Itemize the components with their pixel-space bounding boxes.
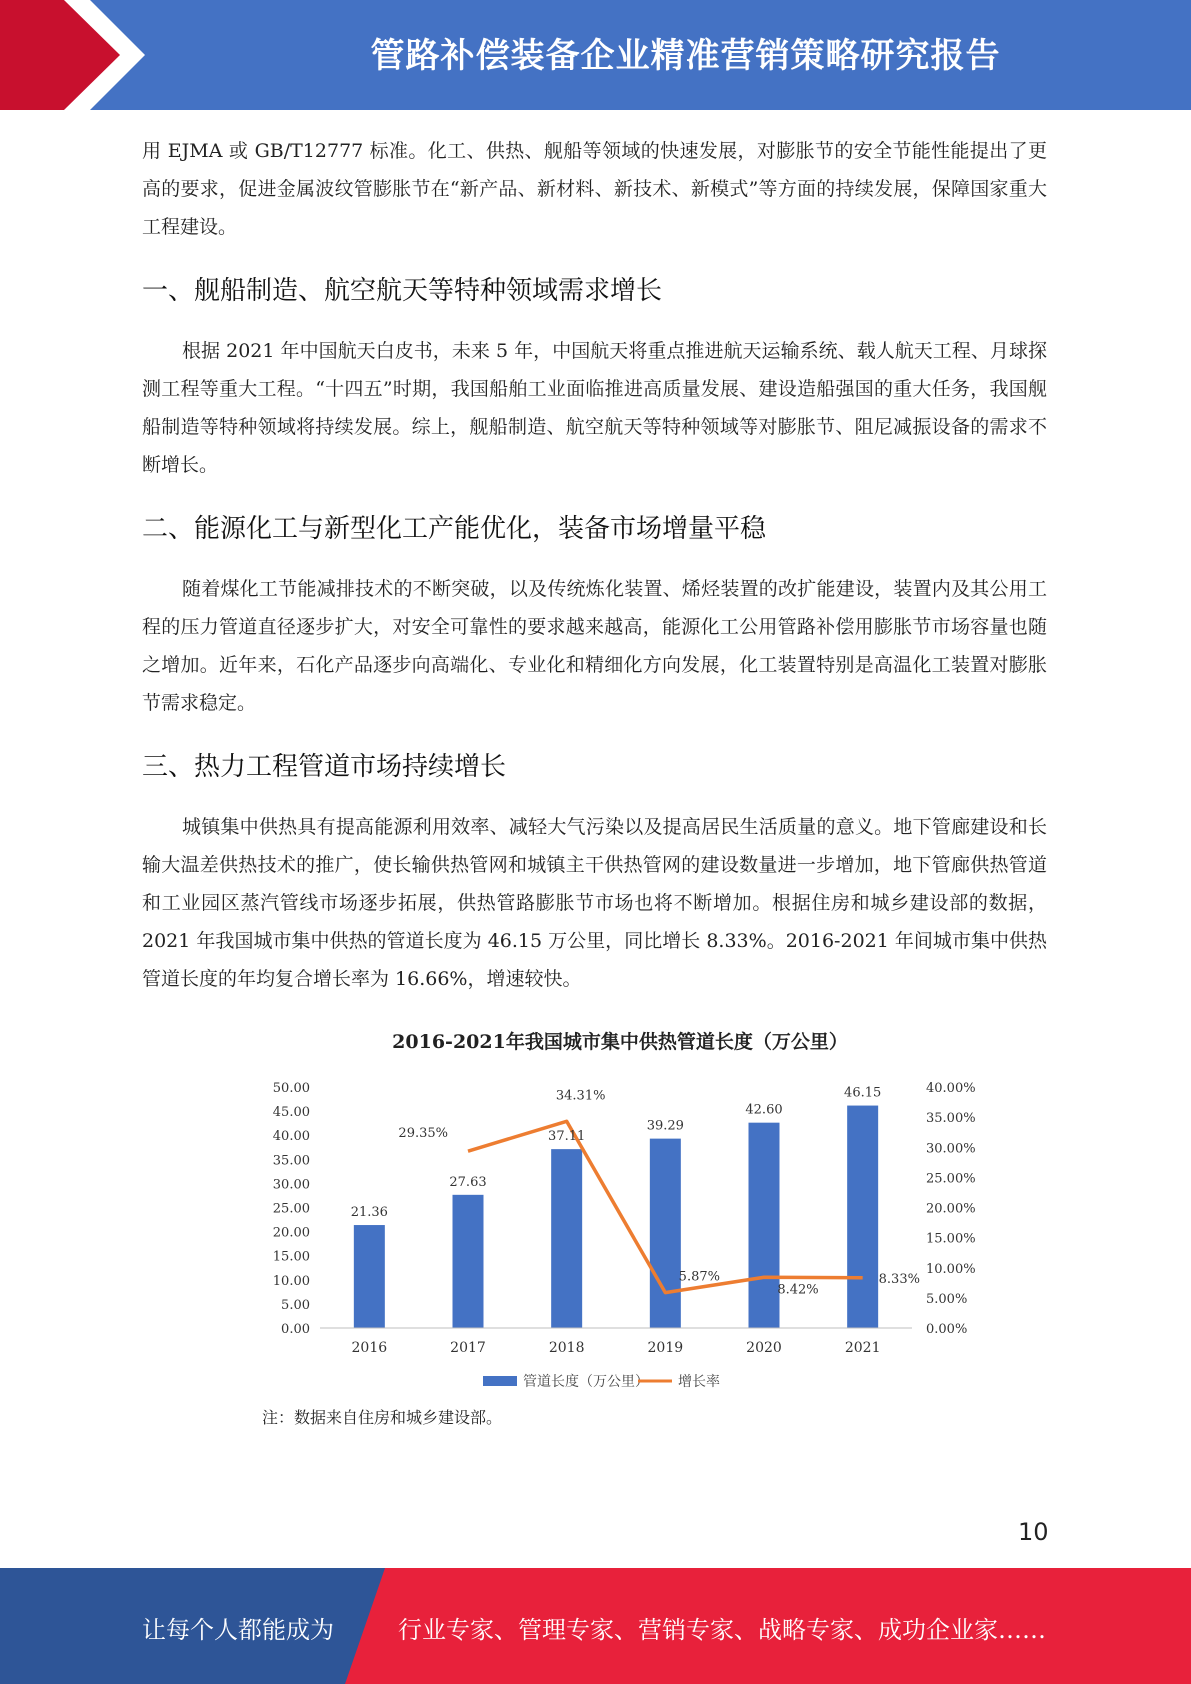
x-tick-label: 2021 xyxy=(844,1340,881,1356)
bar xyxy=(551,1149,582,1328)
bar-data-label: 21.36 xyxy=(350,1205,388,1221)
bar xyxy=(354,1225,385,1328)
y-left-tick-label: 45.00 xyxy=(272,1105,310,1121)
footer-slogan-left: 让每个人都能成为 xyxy=(142,1616,334,1644)
growth-rate-label: 5.87% xyxy=(678,1269,720,1285)
bar-data-label: 46.15 xyxy=(844,1085,882,1101)
y-right-tick-label: 35.00% xyxy=(926,1111,976,1127)
page-header xyxy=(0,0,1191,110)
y-right-tick-label: 15.00% xyxy=(926,1231,976,1247)
y-left-tick-label: 25.00 xyxy=(272,1201,310,1217)
growth-rate-label: 34.31% xyxy=(555,1088,606,1104)
header-chevron-decoration xyxy=(0,0,160,110)
y-right-tick-label: 40.00% xyxy=(926,1081,976,1096)
y-left-tick-label: 30.00 xyxy=(272,1177,310,1193)
x-tick-label: 2019 xyxy=(647,1340,684,1356)
y-right-tick-label: 5.00% xyxy=(926,1291,968,1307)
bar-data-label: 42.60 xyxy=(745,1102,783,1118)
x-tick-label: 2018 xyxy=(548,1340,585,1356)
page-number: 10 xyxy=(1018,1518,1049,1546)
bar-data-label: 39.29 xyxy=(646,1118,684,1134)
bar xyxy=(650,1139,681,1328)
x-tick-label: 2020 xyxy=(746,1340,782,1356)
growth-rate-label: 8.42% xyxy=(777,1282,819,1298)
y-left-tick-label: 35.00 xyxy=(272,1153,310,1169)
page-footer xyxy=(0,1568,1191,1684)
section-paragraph-3: 城镇集中供热具有提高能源利用效率、减轻大气污染以及提高居民生活质量的意义。地下管廊建设和长输大温差供热技术的推广，使长输供热管网和城镇主干供热管网的建设数量进一步增加，地下管廊供热管道和工业园区蒸汽管线市场逐步拓展，供热管路膨胀节市场也将不断增加。根据住房和城乡建设部的数据，2021 年我国城市集中供热的管道长度为 46.15 万公里，同比增长 8.33%。2016-2021 年间城市集中供热管道长度的年均复合增长率为 16.66%，增速较快。 xyxy=(142,816,1047,990)
x-tick-label: 2016 xyxy=(351,1340,388,1356)
chart-svg xyxy=(240,1025,1000,1445)
bar xyxy=(749,1123,780,1328)
section-heading-2: 二、能源化工与新型化工产能优化，装备市场增量平稳 xyxy=(142,514,767,544)
y-right-tick-label: 30.00% xyxy=(926,1141,976,1157)
y-left-tick-label: 0.00 xyxy=(281,1322,310,1337)
y-left-tick-label: 15.00 xyxy=(272,1249,310,1265)
bar-data-label: 37.11 xyxy=(548,1129,586,1145)
section-heading-3: 三、热力工程管道市场持续增长 xyxy=(142,752,507,782)
report-title: 管路补偿装备企业精准营销策略研究报告 xyxy=(370,36,1001,76)
page-content xyxy=(142,132,1047,998)
y-right-tick-label: 20.00% xyxy=(926,1201,976,1217)
heating-pipeline-chart xyxy=(240,1025,1000,1445)
legend-bar-label: 管道长度（万公里） xyxy=(523,1374,649,1390)
section-heading-1: 一、舰船制造、航空航天等特种领域需求增长 xyxy=(142,276,663,306)
chart-legend xyxy=(483,1373,720,1390)
x-tick-label: 2017 xyxy=(450,1340,486,1356)
bar xyxy=(847,1106,878,1328)
section-paragraph-1: 根据 2021 年中国航天白皮书，未来 5 年，中国航天将重点推进航天运输系统、载人航天工程、月球探测工程等重大工程。“十四五”时期，我国船舶工业面临推进高质量发展、建设造船强国的重大任务，我国舰船制造等特种领域将持续发展。综上，舰船制造、航空航天等特种领域等对膨胀节、阻尼减振设备的需求不断增长。 xyxy=(142,340,1047,476)
intro-paragraph: 用 EJMA 或 GB/T12777 标准。化工、供热、舰船等领域的快速发展，对膨胀节的安全节能性能提出了更高的要求，促进金属波纹管膨胀节在“新产品、新材料、新技术、新模式”等方面的持续发展，保障国家重大工程建设。 xyxy=(142,140,1047,238)
bar xyxy=(453,1195,484,1328)
chart-note: 注：数据来自住房和城乡建设部。 xyxy=(262,1408,503,1427)
y-left-tick-label: 20.00 xyxy=(272,1225,310,1241)
y-left-tick-label: 40.00 xyxy=(272,1129,310,1145)
legend-line-label: 增长率 xyxy=(678,1374,720,1390)
y-left-tick-label: 50.00 xyxy=(272,1081,310,1096)
growth-rate-label: 8.33% xyxy=(878,1271,920,1287)
legend-bar-swatch xyxy=(483,1376,517,1386)
chart-title: 2016-2021年我国城市集中供热管道长度（万公里） xyxy=(392,1031,848,1053)
y-left-tick-label: 10.00 xyxy=(272,1273,310,1289)
section-paragraph-2: 随着煤化工节能减排技术的不断突破，以及传统炼化装置、烯烃装置的改扩能建设，装置内及其公用工程的压力管道直径逐步扩大，对安全可靠性的要求越来越高，能源化工公用管路补偿用膨胀节市场容量也随之增加。近年来，石化产品逐步向高端化、专业化和精细化方向发展，化工装置特别是高温化工装置对膨胀节需求稳定。 xyxy=(142,578,1047,714)
y-right-tick-label: 10.00% xyxy=(926,1261,976,1277)
y-right-tick-label: 0.00% xyxy=(926,1322,968,1337)
y-left-tick-label: 5.00 xyxy=(281,1297,310,1313)
growth-rate-label: 29.35% xyxy=(398,1126,448,1142)
bar-data-label: 27.63 xyxy=(449,1174,487,1190)
y-right-tick-label: 25.00% xyxy=(926,1171,976,1187)
footer-slogan-right: 行业专家、管理专家、营销专家、战略专家、成功企业家…… xyxy=(398,1616,1046,1644)
